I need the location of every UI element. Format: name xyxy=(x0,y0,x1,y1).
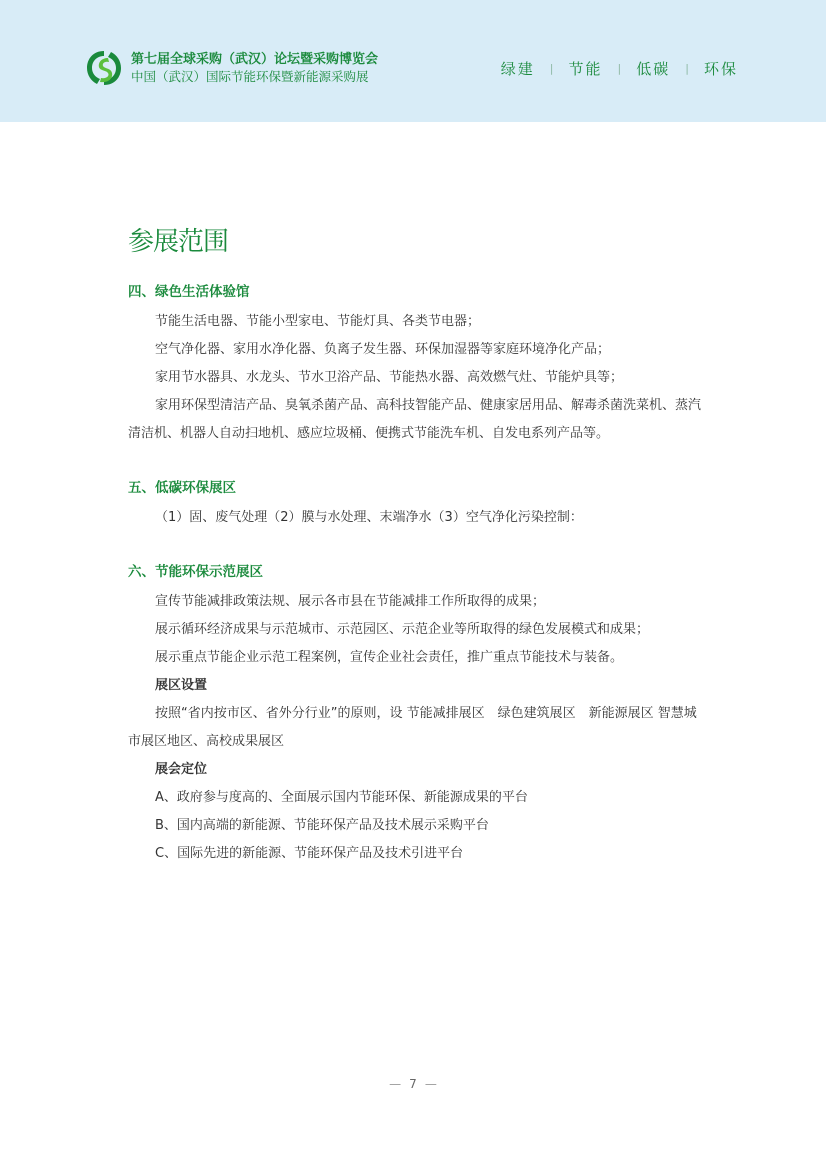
section-heading: 五、低碳环保展区 xyxy=(128,480,236,496)
footer-dash: — xyxy=(389,1077,402,1091)
section-heading: 四、绿色生活体验馆 xyxy=(128,284,250,300)
paragraph: 展示重点节能企业示范工程案例，宣传企业社会责任，推广重点节能技术与装备。 xyxy=(155,650,624,665)
page-footer xyxy=(0,1077,826,1091)
paragraph: 空气净化器、家用水净化器、负离子发生器、环保加湿器等家庭环境净化产品； xyxy=(155,342,611,357)
paragraph: 按照“省内按市区、省外分行业”的原则，设 节能减排展区 绿色建筑展区 新能源展区 智慧城市展区地区、高校成果展区 xyxy=(128,706,697,749)
paragraph: （1）固、废气处理（2）膜与水处理、末端净水（3）空气净化污染控制： xyxy=(155,510,583,525)
list-item: B、国内高端的新能源、节能环保产品及技术展示采购平台 xyxy=(155,818,489,833)
expo-title: 第七届全球采购（武汉）论坛暨采购博览会 xyxy=(131,52,379,67)
nav-energy-saving: 节能 xyxy=(568,60,603,78)
nav-separator: | xyxy=(549,62,554,75)
paragraph: 展示循环经济成果与示范城市、示范园区、示范企业等所取得的绿色发展模式和成果； xyxy=(155,622,650,637)
expo-subtitle: 中国（武汉）国际节能环保暨新能源采购展 xyxy=(131,69,369,84)
nav-green-building: 绿建 xyxy=(500,60,535,78)
paragraph: 家用节水器具、水龙头、节水卫浴产品、节能热水器、高效燃气灶、节能炉具等； xyxy=(155,370,624,385)
page-title: 参展范围 xyxy=(128,227,229,257)
section-heading: 六、节能环保示范展区 xyxy=(128,564,263,580)
nav-separator: | xyxy=(685,62,689,75)
subheading: 展区设置 xyxy=(155,678,208,693)
paragraph: 家用环保型清洁产品、臭氧杀菌产品、高科技智能产品、健康家居用品、解毒杀菌洗菜机、蒸汽清洁机、机器人自动扫地机、感应垃圾桶、便携式节能洗车机、自发电系列产品等。 xyxy=(128,398,702,441)
footer-dash: — xyxy=(424,1077,437,1091)
nav-low-carbon: 低碳 xyxy=(636,60,671,78)
expo-logo-icon xyxy=(84,48,124,88)
paragraph: 宣传节能减排政策法规、展示各市县在节能减排工作所取得的成果； xyxy=(155,594,546,609)
theme-nav xyxy=(501,58,738,79)
list-item: C、国际先进的新能源、节能环保产品及技术引进平台 xyxy=(155,846,464,861)
page-number: 7 xyxy=(409,1077,417,1091)
main-content xyxy=(128,222,708,868)
subheading: 展会定位 xyxy=(155,762,208,777)
page-header xyxy=(0,0,826,122)
nav-separator: | xyxy=(617,62,622,75)
nav-environmental: 环保 xyxy=(703,60,738,78)
paragraph: 节能生活电器、节能小型家电、节能灯具、各类节电器； xyxy=(155,314,481,329)
list-item: A、政府参与度高的、全面展示国内节能环保、新能源成果的平台 xyxy=(155,790,528,805)
